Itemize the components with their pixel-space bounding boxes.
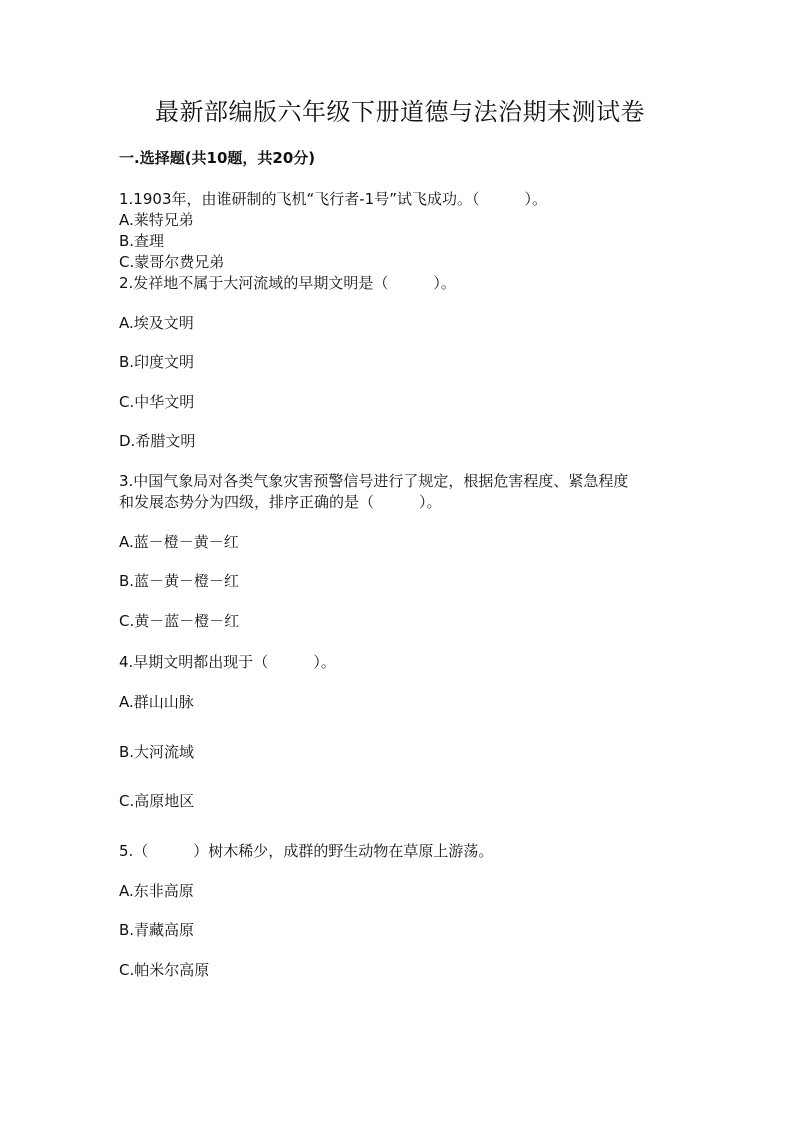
question-5-stem: 5.（ ）树木稀少，成群的野生动物在草原上游荡。: [119, 842, 494, 860]
question-2-stem: 2.发祥地不属于大河流域的早期文明是（ ）。: [119, 274, 456, 292]
question-3-option-b: B.蓝－黄－橙－红: [119, 572, 240, 590]
section-heading: 一.选择题(共10题，共20分): [119, 149, 316, 167]
question-5-option-c: C.帕米尔高原: [119, 961, 210, 979]
question-1-stem: 1.1903年，由谁研制的飞机“飞行者-1号”试飞成功。（ ）。: [119, 190, 547, 208]
question-3-option-a: A.蓝－橙－黄－红: [119, 533, 239, 551]
question-4-option-a: A.群山山脉: [119, 693, 194, 711]
question-5-option-a: A.东非高原: [119, 882, 194, 900]
page-title: 最新部编版六年级下册道德与法治期末测试卷: [155, 98, 645, 126]
question-4-option-c: C.高原地区: [119, 792, 195, 810]
question-3-option-c: C.黄－蓝－橙－红: [119, 612, 240, 630]
question-1-option-c: C.蒙哥尔费兄弟: [119, 253, 225, 271]
question-3-stem-line-1: 3.中国气象局对各类气象灾害预警信号进行了规定，根据危害程度、紧急程度: [119, 472, 629, 490]
question-4-option-b: B.大河流域: [119, 743, 195, 761]
question-4-stem: 4.早期文明都出现于（ ）。: [119, 653, 336, 671]
question-2-option-d: D.希腊文明: [119, 432, 196, 450]
question-2-option-b: B.印度文明: [119, 353, 195, 371]
question-5-option-b: B.青藏高原: [119, 921, 195, 939]
question-2-option-a: A.埃及文明: [119, 314, 194, 332]
question-2-option-c: C.中华文明: [119, 393, 195, 411]
question-3-stem-line-2: 和发展态势分为四级，排序正确的是（ ）。: [119, 493, 442, 511]
question-1-option-b: B.查理: [119, 232, 165, 250]
question-1-option-a: A.莱特兄弟: [119, 211, 194, 229]
